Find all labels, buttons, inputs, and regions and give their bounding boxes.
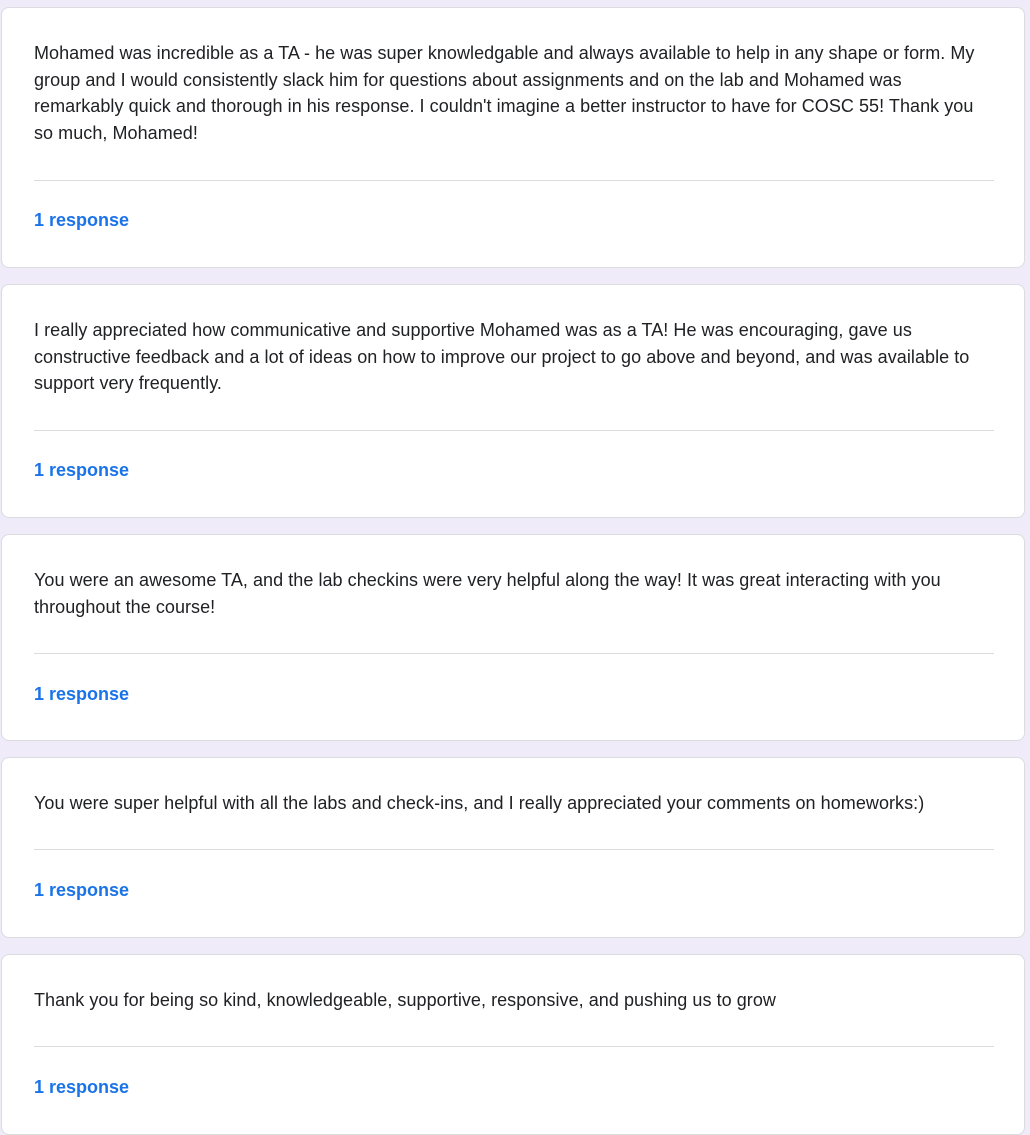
card-divider [34, 1046, 994, 1047]
response-card [1, 757, 1025, 938]
response-count-link[interactable]: 1 response [34, 1077, 130, 1097]
response-text: You were an awesome TA, and the lab checkins were very helpful along the way! It was great interacting with you throughout the course! [34, 570, 941, 617]
response-text: Thank you for being so kind, knowledgeable, supportive, responsive, and pushing us to grow [34, 990, 776, 1010]
response-card [1, 954, 1025, 1135]
response-card [1, 534, 1025, 741]
card-divider [34, 430, 994, 431]
response-text: You were super helpful with all the labs and check-ins, and I really appreciated your comments on homeworks:) [34, 793, 925, 813]
response-count-link[interactable]: 1 response [34, 684, 130, 704]
card-divider [34, 180, 994, 181]
response-text: Mohamed was incredible as a TA - he was super knowledgable and always available to help in any shape or form. My group and I would consistently slack him for questions about assignments and on the lab and Mohamed was remarkably quick and thorough in his response. I couldn't imagine a better instructor to have for COSC 55! Thank you so much, Mohamed! [34, 43, 975, 143]
card-divider [34, 849, 994, 850]
response-count-link[interactable]: 1 response [34, 880, 130, 900]
response-card [1, 284, 1025, 518]
response-count-link[interactable]: 1 response [34, 460, 130, 480]
response-card [1, 7, 1025, 268]
card-divider [34, 653, 994, 654]
response-text: I really appreciated how communicative and supportive Mohamed was as a TA! He was encouraging, gave us constructive feedback and a lot of ideas on how to improve our project to go above and beyond, and was available to support very frequently. [34, 320, 970, 393]
response-count-link[interactable]: 1 response [34, 210, 130, 230]
